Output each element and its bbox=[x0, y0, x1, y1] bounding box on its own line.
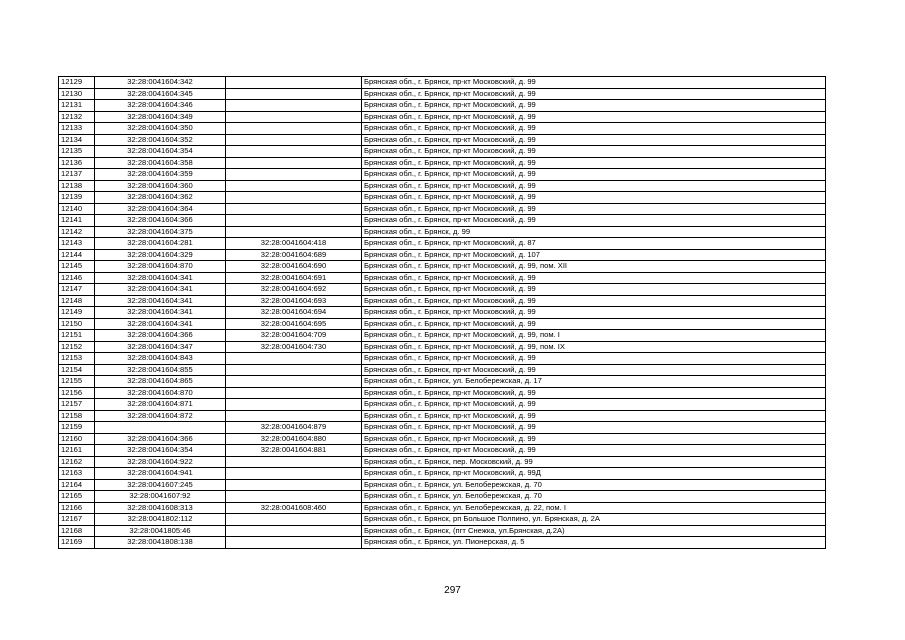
row-number-cell: 12143 bbox=[59, 238, 95, 250]
table-row bbox=[59, 491, 826, 503]
related-cadastral-number-cell bbox=[226, 468, 362, 480]
table-row bbox=[59, 341, 826, 353]
cadastral-number-cell: 32:28:0041604:366 bbox=[95, 215, 226, 227]
table-row bbox=[59, 410, 826, 422]
table-row bbox=[59, 146, 826, 158]
related-cadastral-number-cell: 32:28:0041604:693 bbox=[226, 295, 362, 307]
row-number-cell: 12130 bbox=[59, 88, 95, 100]
cadastral-number-cell: 32:28:0041604:871 bbox=[95, 399, 226, 411]
related-cadastral-number-cell: 32:28:0041604:694 bbox=[226, 307, 362, 319]
address-cell: Брянская обл., г. Брянск, ул. Белобережская, д. 17 bbox=[362, 376, 826, 388]
related-cadastral-number-cell bbox=[226, 376, 362, 388]
table-row bbox=[59, 318, 826, 330]
address-cell: Брянская обл., г. Брянск, пр-кт Московский, д. 99 bbox=[362, 272, 826, 284]
related-cadastral-number-cell bbox=[226, 399, 362, 411]
cadastral-number-cell: 32:28:0041604:922 bbox=[95, 456, 226, 468]
related-cadastral-number-cell: 32:28:0041604:881 bbox=[226, 445, 362, 457]
address-cell: Брянская обл., г. Брянск, пр-кт Московский, д. 99 bbox=[362, 192, 826, 204]
row-number-cell: 12156 bbox=[59, 387, 95, 399]
related-cadastral-number-cell: 32:28:0041604:689 bbox=[226, 249, 362, 261]
address-cell: Брянская обл., г. Брянск, ул. Белобережская, д. 70 bbox=[362, 479, 826, 491]
cadastral-number-cell: 32:28:0041604:865 bbox=[95, 376, 226, 388]
row-number-cell: 12167 bbox=[59, 514, 95, 526]
address-cell: Брянская обл., г. Брянск, пр-кт Московский, д. 99 bbox=[362, 410, 826, 422]
row-number-cell: 12155 bbox=[59, 376, 95, 388]
address-cell: Брянская обл., г. Брянск, пр-кт Московский, д. 99 bbox=[362, 157, 826, 169]
related-cadastral-number-cell bbox=[226, 479, 362, 491]
table-row bbox=[59, 238, 826, 250]
row-number-cell: 12138 bbox=[59, 180, 95, 192]
row-number-cell: 12149 bbox=[59, 307, 95, 319]
related-cadastral-number-cell bbox=[226, 146, 362, 158]
cadastral-number-cell: 32:28:0041604:872 bbox=[95, 410, 226, 422]
address-cell: Брянская обл., г. Брянск, пр-кт Московский, д. 107 bbox=[362, 249, 826, 261]
cadastral-number-cell: 32:28:0041604:341 bbox=[95, 284, 226, 296]
address-cell: Брянская обл., г. Брянск, пр-кт Московский, д. 99 bbox=[362, 399, 826, 411]
cadastral-number-cell: 32:28:0041604:329 bbox=[95, 249, 226, 261]
row-number-cell: 12146 bbox=[59, 272, 95, 284]
cadastral-number-cell: 32:28:0041604:366 bbox=[95, 433, 226, 445]
table-row bbox=[59, 387, 826, 399]
table-row bbox=[59, 433, 826, 445]
table-row bbox=[59, 376, 826, 388]
row-number-cell: 12144 bbox=[59, 249, 95, 261]
address-cell: Брянская обл., г. Брянск, пр-кт Московский, д. 99Д bbox=[362, 468, 826, 480]
table-row bbox=[59, 215, 826, 227]
cadastral-number-cell: 32:28:0041802:112 bbox=[95, 514, 226, 526]
cadastral-number-cell: 32:28:0041604:364 bbox=[95, 203, 226, 215]
table-row bbox=[59, 100, 826, 112]
cadastral-number-cell: 32:28:0041604:341 bbox=[95, 318, 226, 330]
cadastral-number-cell: 32:28:0041604:341 bbox=[95, 272, 226, 284]
table-row bbox=[59, 111, 826, 123]
cadastral-number-cell: 32:28:0041604:345 bbox=[95, 88, 226, 100]
cadastral-number-cell: 32:28:0041805:46 bbox=[95, 525, 226, 537]
address-cell: Брянская обл., г. Брянск, пр-кт Московский, д. 99, пом. I bbox=[362, 330, 826, 342]
address-cell: Брянская обл., г. Брянск, пр-кт Московский, д. 99 bbox=[362, 111, 826, 123]
row-number-cell: 12158 bbox=[59, 410, 95, 422]
related-cadastral-number-cell bbox=[226, 123, 362, 135]
related-cadastral-number-cell: 32:28:0041604:730 bbox=[226, 341, 362, 353]
address-cell: Брянская обл., г. Брянск, пр-кт Московский, д. 99 bbox=[362, 318, 826, 330]
address-cell: Брянская обл., г. Брянск, пр-кт Московский, д. 99 bbox=[362, 215, 826, 227]
address-cell: Брянская обл., г. Брянск, пр-кт Московский, д. 99 bbox=[362, 387, 826, 399]
address-cell: Брянская обл., г. Брянск, пр-кт Московский, д. 99 bbox=[362, 364, 826, 376]
cadastral-number-cell: 32:28:0041604:342 bbox=[95, 77, 226, 89]
address-cell: Брянская обл., г. Брянск, пр-кт Московский, д. 99 bbox=[362, 100, 826, 112]
cadastral-number-cell: 32:28:0041604:870 bbox=[95, 261, 226, 273]
table-row bbox=[59, 468, 826, 480]
cadastral-number-cell bbox=[95, 422, 226, 434]
row-number-cell: 12169 bbox=[59, 537, 95, 549]
related-cadastral-number-cell: 32:28:0041604:879 bbox=[226, 422, 362, 434]
related-cadastral-number-cell bbox=[226, 456, 362, 468]
table-row bbox=[59, 261, 826, 273]
address-cell: Брянская обл., г. Брянск, пр-кт Московский, д. 99 bbox=[362, 445, 826, 457]
cadastral-number-cell: 32:28:0041604:359 bbox=[95, 169, 226, 181]
cadastral-number-cell: 32:28:0041604:941 bbox=[95, 468, 226, 480]
related-cadastral-number-cell: 32:28:0041604:690 bbox=[226, 261, 362, 273]
related-cadastral-number-cell bbox=[226, 100, 362, 112]
related-cadastral-number-cell: 32:28:0041604:418 bbox=[226, 238, 362, 250]
row-number-cell: 12137 bbox=[59, 169, 95, 181]
related-cadastral-number-cell: 32:28:0041604:691 bbox=[226, 272, 362, 284]
cadastral-number-cell: 32:28:0041604:281 bbox=[95, 238, 226, 250]
row-number-cell: 12148 bbox=[59, 295, 95, 307]
related-cadastral-number-cell bbox=[226, 77, 362, 89]
table-row bbox=[59, 192, 826, 204]
address-cell: Брянская обл., г. Брянск, пр-кт Московский, д. 99 bbox=[362, 123, 826, 135]
row-number-cell: 12161 bbox=[59, 445, 95, 457]
cadastral-number-cell: 32:28:0041604:366 bbox=[95, 330, 226, 342]
related-cadastral-number-cell bbox=[226, 525, 362, 537]
related-cadastral-number-cell: 32:28:0041604:880 bbox=[226, 433, 362, 445]
table-row bbox=[59, 456, 826, 468]
row-number-cell: 12152 bbox=[59, 341, 95, 353]
related-cadastral-number-cell bbox=[226, 157, 362, 169]
row-number-cell: 12162 bbox=[59, 456, 95, 468]
cadastral-number-cell: 32:28:0041607:245 bbox=[95, 479, 226, 491]
address-cell: Брянская обл., г. Брянск, рп Большое Полпино, ул. Брянская, д. 2А bbox=[362, 514, 826, 526]
row-number-cell: 12165 bbox=[59, 491, 95, 503]
address-cell: Брянская обл., г. Брянск, пр-кт Московский, д. 99 bbox=[362, 203, 826, 215]
cadastral-number-cell: 32:28:0041604:347 bbox=[95, 341, 226, 353]
row-number-cell: 12136 bbox=[59, 157, 95, 169]
row-number-cell: 12132 bbox=[59, 111, 95, 123]
row-number-cell: 12145 bbox=[59, 261, 95, 273]
address-cell: Брянская обл., г. Брянск, пр-кт Московский, д. 99 bbox=[362, 88, 826, 100]
address-cell: Брянская обл., г. Брянск, пр-кт Московский, д. 99 bbox=[362, 422, 826, 434]
row-number-cell: 12129 bbox=[59, 77, 95, 89]
cadastral-number-cell: 32:28:0041604:352 bbox=[95, 134, 226, 146]
table-row bbox=[59, 514, 826, 526]
table-row bbox=[59, 272, 826, 284]
related-cadastral-number-cell bbox=[226, 134, 362, 146]
table-row bbox=[59, 157, 826, 169]
address-cell: Брянская обл., г. Брянск, пр-кт Московский, д. 99, пом. IX bbox=[362, 341, 826, 353]
table-row bbox=[59, 537, 826, 549]
address-cell: Брянская обл., г. Брянск, пер. Московский, д. 99 bbox=[362, 456, 826, 468]
row-number-cell: 12150 bbox=[59, 318, 95, 330]
table-row bbox=[59, 180, 826, 192]
related-cadastral-number-cell bbox=[226, 88, 362, 100]
page-number: 297 bbox=[444, 585, 461, 596]
cadastral-number-cell: 32:28:0041604:354 bbox=[95, 445, 226, 457]
related-cadastral-number-cell: 32:28:0041608:460 bbox=[226, 502, 362, 514]
table-row bbox=[59, 134, 826, 146]
cadastral-number-cell: 32:28:0041604:360 bbox=[95, 180, 226, 192]
table-row bbox=[59, 445, 826, 457]
address-cell: Брянская обл., г. Брянск, пр-кт Московский, д. 99 bbox=[362, 295, 826, 307]
cadastral-number-cell: 32:28:0041808:138 bbox=[95, 537, 226, 549]
row-number-cell: 12135 bbox=[59, 146, 95, 158]
row-number-cell: 12151 bbox=[59, 330, 95, 342]
related-cadastral-number-cell bbox=[226, 410, 362, 422]
cadastral-number-cell: 32:28:0041604:870 bbox=[95, 387, 226, 399]
cadastral-number-cell: 32:28:0041604:341 bbox=[95, 307, 226, 319]
row-number-cell: 12140 bbox=[59, 203, 95, 215]
property-registry-table bbox=[58, 76, 826, 549]
row-number-cell: 12147 bbox=[59, 284, 95, 296]
related-cadastral-number-cell bbox=[226, 491, 362, 503]
related-cadastral-number-cell bbox=[226, 353, 362, 365]
row-number-cell: 12142 bbox=[59, 226, 95, 238]
address-cell: Брянская обл., г. Брянск, пр-кт Московский, д. 99 bbox=[362, 146, 826, 158]
address-cell: Брянская обл., г. Брянск, пр-кт Московский, д. 99, пом. XII bbox=[362, 261, 826, 273]
table-body bbox=[59, 77, 826, 549]
cadastral-number-cell: 32:28:0041604:349 bbox=[95, 111, 226, 123]
row-number-cell: 12153 bbox=[59, 353, 95, 365]
related-cadastral-number-cell bbox=[226, 203, 362, 215]
cadastral-number-cell: 32:28:0041604:346 bbox=[95, 100, 226, 112]
cadastral-number-cell: 32:28:0041604:855 bbox=[95, 364, 226, 376]
cadastral-number-cell: 32:28:0041604:362 bbox=[95, 192, 226, 204]
cadastral-number-cell: 32:28:0041608:313 bbox=[95, 502, 226, 514]
table-row bbox=[59, 525, 826, 537]
related-cadastral-number-cell bbox=[226, 111, 362, 123]
table-row bbox=[59, 399, 826, 411]
related-cadastral-number-cell: 32:28:0041604:695 bbox=[226, 318, 362, 330]
address-cell: Брянская обл., г. Брянск, ул. Белобережская, д. 70 bbox=[362, 491, 826, 503]
row-number-cell: 12164 bbox=[59, 479, 95, 491]
address-cell: Брянская обл., г. Брянск, пр-кт Московский, д. 87 bbox=[362, 238, 826, 250]
address-cell: Брянская обл., г. Брянск, ул. Белобережская, д. 22, пом. I bbox=[362, 502, 826, 514]
address-cell: Брянская обл., г. Брянск, ул. Пионерская, д. 5 bbox=[362, 537, 826, 549]
row-number-cell: 12168 bbox=[59, 525, 95, 537]
row-number-cell: 12157 bbox=[59, 399, 95, 411]
cadastral-number-cell: 32:28:0041604:358 bbox=[95, 157, 226, 169]
cadastral-number-cell: 32:28:0041604:375 bbox=[95, 226, 226, 238]
table-row bbox=[59, 123, 826, 135]
address-cell: Брянская обл., г. Брянск, (пгт Снежка, ул.Брянская, д.2А) bbox=[362, 525, 826, 537]
address-cell: Брянская обл., г. Брянск, пр-кт Московский, д. 99 bbox=[362, 353, 826, 365]
row-number-cell: 12131 bbox=[59, 100, 95, 112]
address-cell: Брянская обл., г. Брянск, пр-кт Московский, д. 99 bbox=[362, 284, 826, 296]
table-row bbox=[59, 169, 826, 181]
related-cadastral-number-cell bbox=[226, 180, 362, 192]
related-cadastral-number-cell bbox=[226, 169, 362, 181]
row-number-cell: 12134 bbox=[59, 134, 95, 146]
table-row bbox=[59, 226, 826, 238]
row-number-cell: 12141 bbox=[59, 215, 95, 227]
related-cadastral-number-cell bbox=[226, 226, 362, 238]
table-row bbox=[59, 502, 826, 514]
cadastral-number-cell: 32:28:0041604:350 bbox=[95, 123, 226, 135]
row-number-cell: 12159 bbox=[59, 422, 95, 434]
address-cell: Брянская обл., г. Брянск, пр-кт Московский, д. 99 bbox=[362, 77, 826, 89]
row-number-cell: 12154 bbox=[59, 364, 95, 376]
table-row bbox=[59, 88, 826, 100]
address-cell: Брянская обл., г. Брянск, пр-кт Московский, д. 99 bbox=[362, 180, 826, 192]
address-cell: Брянская обл., г. Брянск, пр-кт Московский, д. 99 bbox=[362, 134, 826, 146]
related-cadastral-number-cell bbox=[226, 514, 362, 526]
table-row bbox=[59, 295, 826, 307]
cadastral-number-cell: 32:28:0041604:843 bbox=[95, 353, 226, 365]
related-cadastral-number-cell: 32:28:0041604:709 bbox=[226, 330, 362, 342]
table-row bbox=[59, 249, 826, 261]
related-cadastral-number-cell bbox=[226, 215, 362, 227]
cadastral-number-cell: 32:28:0041604:354 bbox=[95, 146, 226, 158]
table-row bbox=[59, 364, 826, 376]
row-number-cell: 12160 bbox=[59, 433, 95, 445]
cadastral-number-cell: 32:28:0041604:341 bbox=[95, 295, 226, 307]
cadastral-number-cell: 32:28:0041607:92 bbox=[95, 491, 226, 503]
row-number-cell: 12139 bbox=[59, 192, 95, 204]
related-cadastral-number-cell bbox=[226, 387, 362, 399]
table-row bbox=[59, 330, 826, 342]
row-number-cell: 12163 bbox=[59, 468, 95, 480]
table-row bbox=[59, 284, 826, 296]
row-number-cell: 12133 bbox=[59, 123, 95, 135]
related-cadastral-number-cell bbox=[226, 537, 362, 549]
address-cell: Брянская обл., г. Брянск, пр-кт Московский, д. 99 bbox=[362, 433, 826, 445]
related-cadastral-number-cell bbox=[226, 192, 362, 204]
address-cell: Брянская обл., г. Брянск, д. 99 bbox=[362, 226, 826, 238]
table-row bbox=[59, 77, 826, 89]
address-cell: Брянская обл., г. Брянск, пр-кт Московский, д. 99 bbox=[362, 169, 826, 181]
table-row bbox=[59, 422, 826, 434]
table-row bbox=[59, 307, 826, 319]
related-cadastral-number-cell: 32:28:0041604:692 bbox=[226, 284, 362, 296]
table-row bbox=[59, 479, 826, 491]
table-row bbox=[59, 353, 826, 365]
row-number-cell: 12166 bbox=[59, 502, 95, 514]
related-cadastral-number-cell bbox=[226, 364, 362, 376]
address-cell: Брянская обл., г. Брянск, пр-кт Московский, д. 99 bbox=[362, 307, 826, 319]
table-row bbox=[59, 203, 826, 215]
